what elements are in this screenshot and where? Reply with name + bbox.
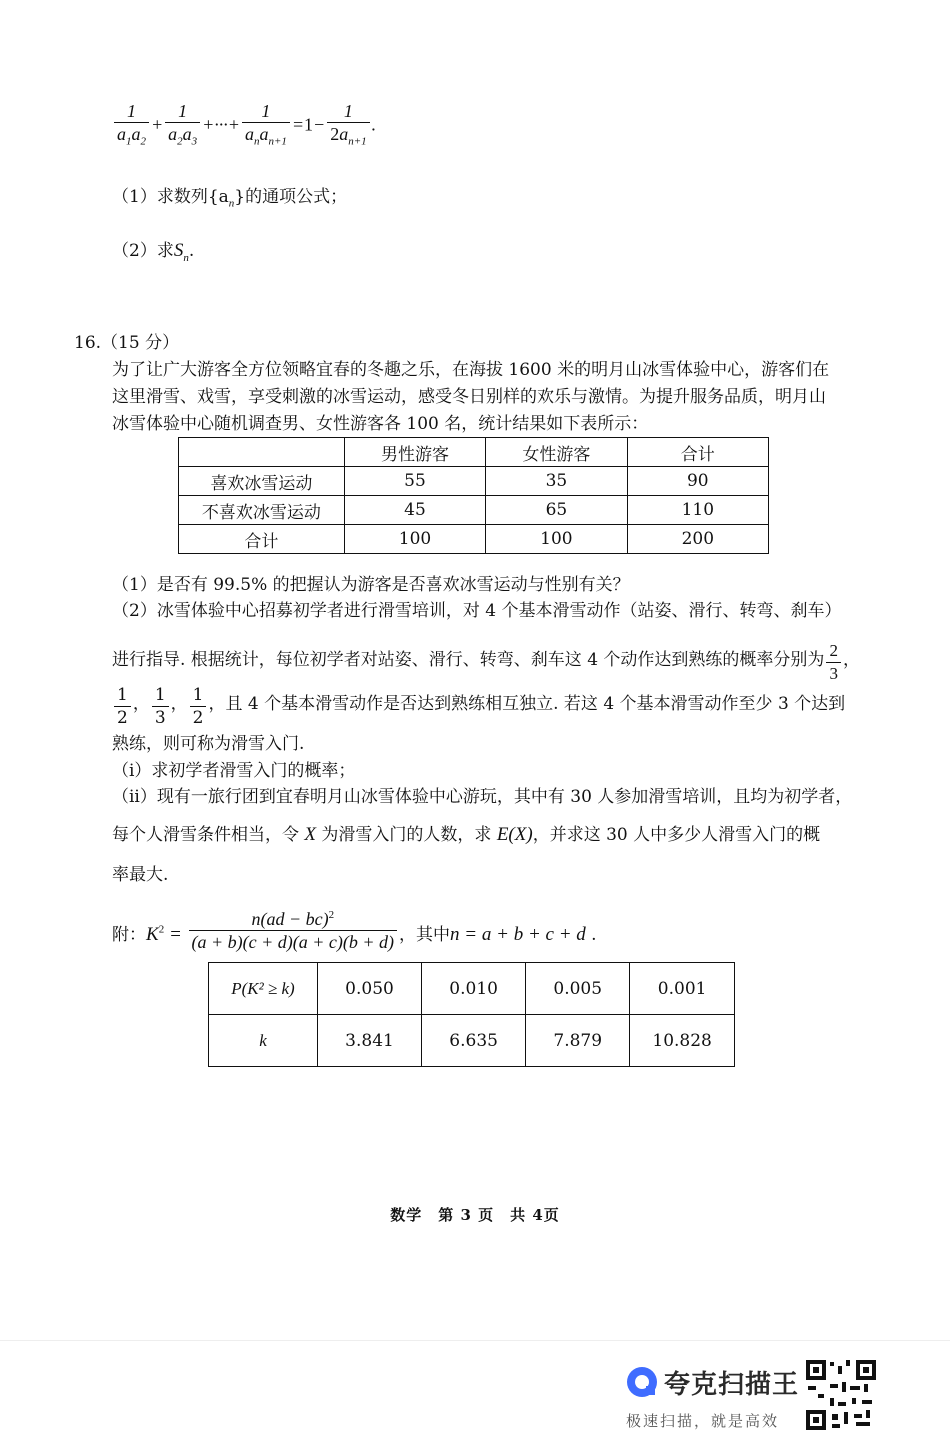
table-row (209, 963, 735, 1015)
watermark-brand: 夸克扫描王 (664, 1370, 800, 1400)
part-1-question: （1）求数列$\{a_n\}$的通项公式； (112, 187, 348, 210)
sub-question-ii-line-2: 每个人滑雪条件相当，令 X 为滑雪入门的人数，求 E(X)，并求这 30 人中多少人滑雪入门的概 (112, 824, 821, 845)
quark-logo-icon (624, 1364, 660, 1400)
question-points: （15 分） (101, 333, 180, 353)
table-cell: 10.828 (630, 1015, 735, 1067)
table-cell: 0.010 (422, 963, 526, 1015)
table-cell: 合计 (179, 525, 345, 554)
table-row (179, 525, 769, 554)
sub-question-2-line-3: $\frac{1}{2}$ ， $\frac{1}{3}$ ， $\frac{1}{2}$ ，且 4 个基本滑雪动作是否达到熟练相互独立. 若这 4 个基本滑雪动作至少 3 个达到 (112, 684, 845, 729)
sub-question-2-line-1: （2）冰雪体验中心招募初学者进行滑雪培训，对 4 个基本滑雪动作（站姿、滑行、转弯、刹车） (112, 601, 842, 621)
table-cell: 不喜欢冰雪运动 (179, 496, 345, 525)
table-header: 合计 (627, 438, 768, 467)
table-row-label: P(K² ≥ k) (209, 963, 318, 1015)
question-number: 16. (74, 333, 102, 353)
table-cell: 35 (486, 467, 627, 496)
appendix-formula: 附：$K^2$ = $\frac{n(ad - bc)^2}{(a + b)(c + d)(a + c)(b + d)}$ ，其中n = a + b + c + d . (112, 909, 597, 952)
table-cell: 0.001 (630, 963, 735, 1015)
watermark-slogan: 极速扫描，就是高效 (626, 1412, 780, 1430)
table-cell: 55 (344, 467, 485, 496)
table-cell: 100 (344, 525, 485, 554)
table-cell: 喜欢冰雪运动 (179, 467, 345, 496)
table-cell: 6.635 (422, 1015, 526, 1067)
page-footer: 数学 第 3 页 共 4页 (390, 1206, 560, 1224)
sub-question-2-line-4: 熟练，则可称为滑雪入门. (112, 734, 305, 754)
sub-question-ii-line-3: 率最大. (112, 865, 169, 885)
sub-question-1: （1）是否有 99.5% 的把握认为游客是否喜欢冰雪运动与性别有关？ (112, 575, 630, 595)
table-row-label: k (209, 1015, 318, 1067)
sequence-condition-formula: $\frac{1}{a_1a_2}$ + $\frac{1}{a_2a_3}$ +···+ $\frac{1}{a_na_{n+1}}$ =1− $\frac{1}{2a_{n+1}}$ . (112, 100, 376, 153)
table-cell (179, 438, 345, 467)
table-cell: 3.841 (317, 1015, 421, 1067)
table-cell: 90 (627, 467, 768, 496)
table-cell: 200 (627, 525, 768, 554)
table-cell: 0.005 (526, 963, 630, 1015)
table-cell: 110 (627, 496, 768, 525)
table-row (179, 467, 769, 496)
survey-table (178, 437, 769, 554)
qr-code-icon (804, 1358, 878, 1432)
table-cell: 7.879 (526, 1015, 630, 1067)
chi-square-critical-table (208, 962, 735, 1067)
q16-paragraph-line-1: 为了让广大游客全方位领略宜春的冬趣之乐，在海拔 1600 米的明月山冰雪体验中心，游客们在 (112, 360, 830, 380)
question-16-header (74, 332, 179, 354)
table-cell: 65 (486, 496, 627, 525)
table-header: 女性游客 (486, 438, 627, 467)
sub-question-i: （i）求初学者滑雪入门的概率； (112, 761, 356, 781)
q16-paragraph-line-2: 这里滑雪、戏雪，享受刺激的冰雪运动，感受冬日别样的欢乐与激情。为提升服务品质，明月山 (112, 387, 826, 407)
table-row (179, 438, 769, 467)
table-cell: 45 (344, 496, 485, 525)
table-row (209, 1015, 735, 1067)
sub-question-2-line-2: 进行指导. 根据统计，每位初学者对站姿、滑行、转弯、刹车这 4 个动作达到熟练的概率分别为 $\frac{2}{3}$ ， (112, 641, 860, 683)
watermark-divider (0, 1340, 950, 1341)
table-header: 男性游客 (344, 438, 485, 467)
table-cell: 0.050 (317, 963, 421, 1015)
part-2-question: （2）求$S_n$. (112, 240, 195, 264)
q16-paragraph-line-3: 冰雪体验中心随机调查男、女性游客各 100 名，统计结果如下表所示： (112, 414, 649, 434)
table-row (179, 496, 769, 525)
table-cell: 100 (486, 525, 627, 554)
sub-question-ii-line-1: （ii）现有一旅行团到宜春明月山冰雪体验中心游玩，其中有 30 人参加滑雪培训，且均为初学者， (112, 787, 853, 807)
